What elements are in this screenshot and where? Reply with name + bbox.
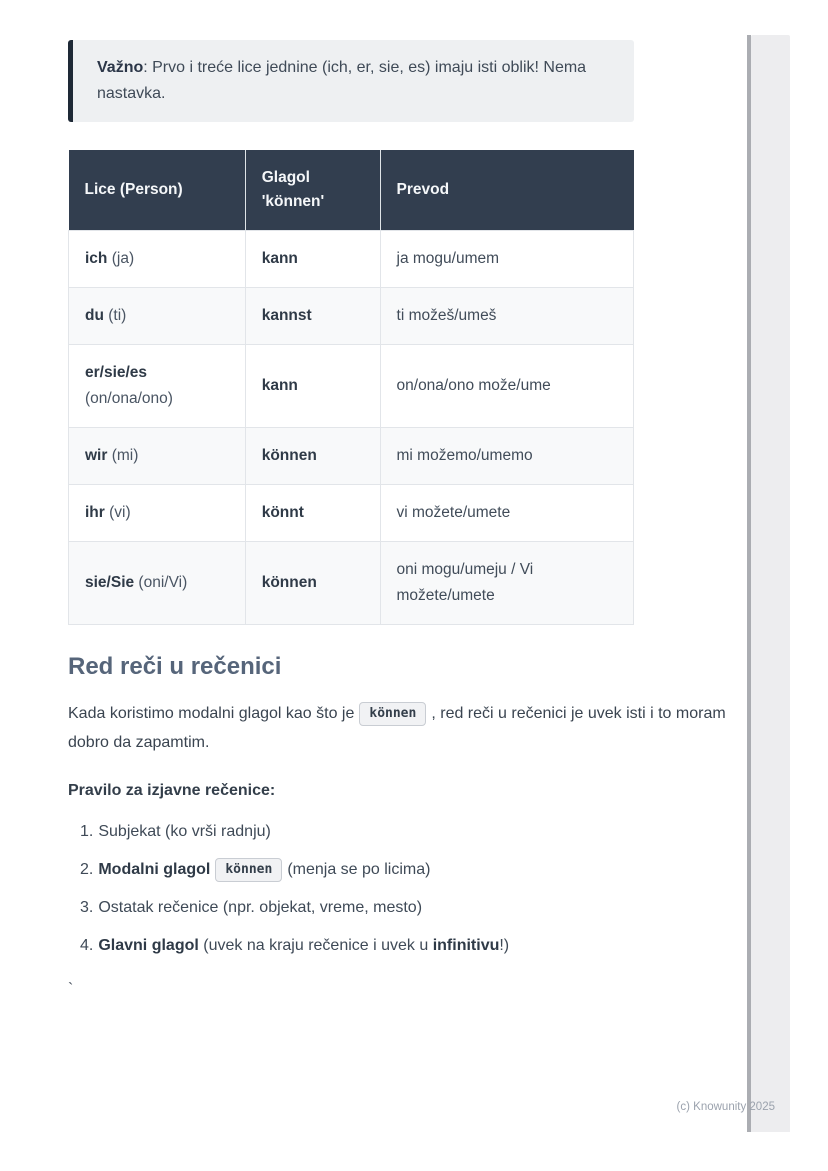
translation-cell: ja mogu/umem — [380, 231, 633, 288]
translation-cell: vi možete/umete — [380, 485, 633, 542]
table-row — [69, 428, 634, 485]
list-item: 1. Subjekat (ko vrši radnju) — [80, 823, 271, 840]
inline-code-chip: können — [359, 702, 426, 726]
translation-cell: ti možeš/umeš — [380, 288, 633, 345]
list-item: 3. Ostatak rečenice (npr. objekat, vreme, mesto) — [80, 899, 423, 916]
person-cell: sie/Sie (oni/Vi) — [69, 542, 246, 625]
important-note-text: Važno: Prvo i treće lice jednine (ich, er, sie, es) imaju isti oblik! Nema nastavka. — [97, 59, 587, 102]
translation-cell: mi možemo/umemo — [380, 428, 633, 485]
list-number: 3. — [80, 899, 94, 916]
list-number: 4. — [80, 937, 94, 954]
list-number: 2. — [80, 861, 94, 878]
translation-cell: on/ona/ono može/ume — [380, 345, 633, 428]
column-header-verb: Glagol 'können' — [245, 150, 380, 231]
copyright-text: (c) Knowunity 2025 — [676, 1101, 775, 1113]
person-cell: ihr (vi) — [69, 485, 246, 542]
column-header-translation: Prevod — [380, 150, 633, 231]
rules-list — [68, 819, 745, 959]
conjugation-table — [68, 150, 634, 625]
scrollbar-track[interactable] — [751, 35, 790, 1132]
verb-cell: können — [245, 542, 380, 625]
table-row — [69, 485, 634, 542]
important-note-box — [68, 40, 634, 122]
person-cell: ich (ja) — [69, 231, 246, 288]
verb-cell: könnt — [245, 485, 380, 542]
list-item: 2. Modalni glagol können (menja se po licima) — [80, 857, 745, 883]
table-header-row — [69, 150, 634, 231]
section-heading: Red reči u rečenici — [68, 653, 282, 680]
verb-cell: kannst — [245, 288, 380, 345]
person-cell: wir (mi) — [69, 428, 246, 485]
verb-cell: können — [245, 428, 380, 485]
column-header-person: Lice (Person) — [69, 150, 246, 231]
document-content — [68, 40, 745, 999]
stray-backtick: ` — [68, 981, 74, 998]
table-row — [69, 288, 634, 345]
table-row — [69, 542, 634, 625]
table-row — [69, 345, 634, 428]
rule-title: Pravilo za izjavne rečenice: — [68, 782, 276, 799]
verb-cell: kann — [245, 231, 380, 288]
translation-cell: oni mogu/umeju / Vi možete/umete — [380, 542, 633, 625]
important-note-label: Važno — [97, 59, 144, 76]
list-number: 1. — [80, 823, 94, 840]
scrollbar-edge — [747, 35, 751, 1132]
person-cell: du (ti) — [69, 288, 246, 345]
word-order-paragraph: Kada koristimo modalni glagol kao što je können , red reči u rečenici je uvek isti i to moram dobro da zapamtim. — [68, 699, 745, 757]
inline-code-chip: können — [215, 858, 282, 882]
table-row — [69, 231, 634, 288]
verb-cell: kann — [245, 345, 380, 428]
person-cell: er/sie/es (on/ona/ono) — [69, 345, 246, 428]
list-item: 4. Glavni glagol (uvek na kraju rečenice i uvek u infinitivu!) — [80, 937, 510, 954]
